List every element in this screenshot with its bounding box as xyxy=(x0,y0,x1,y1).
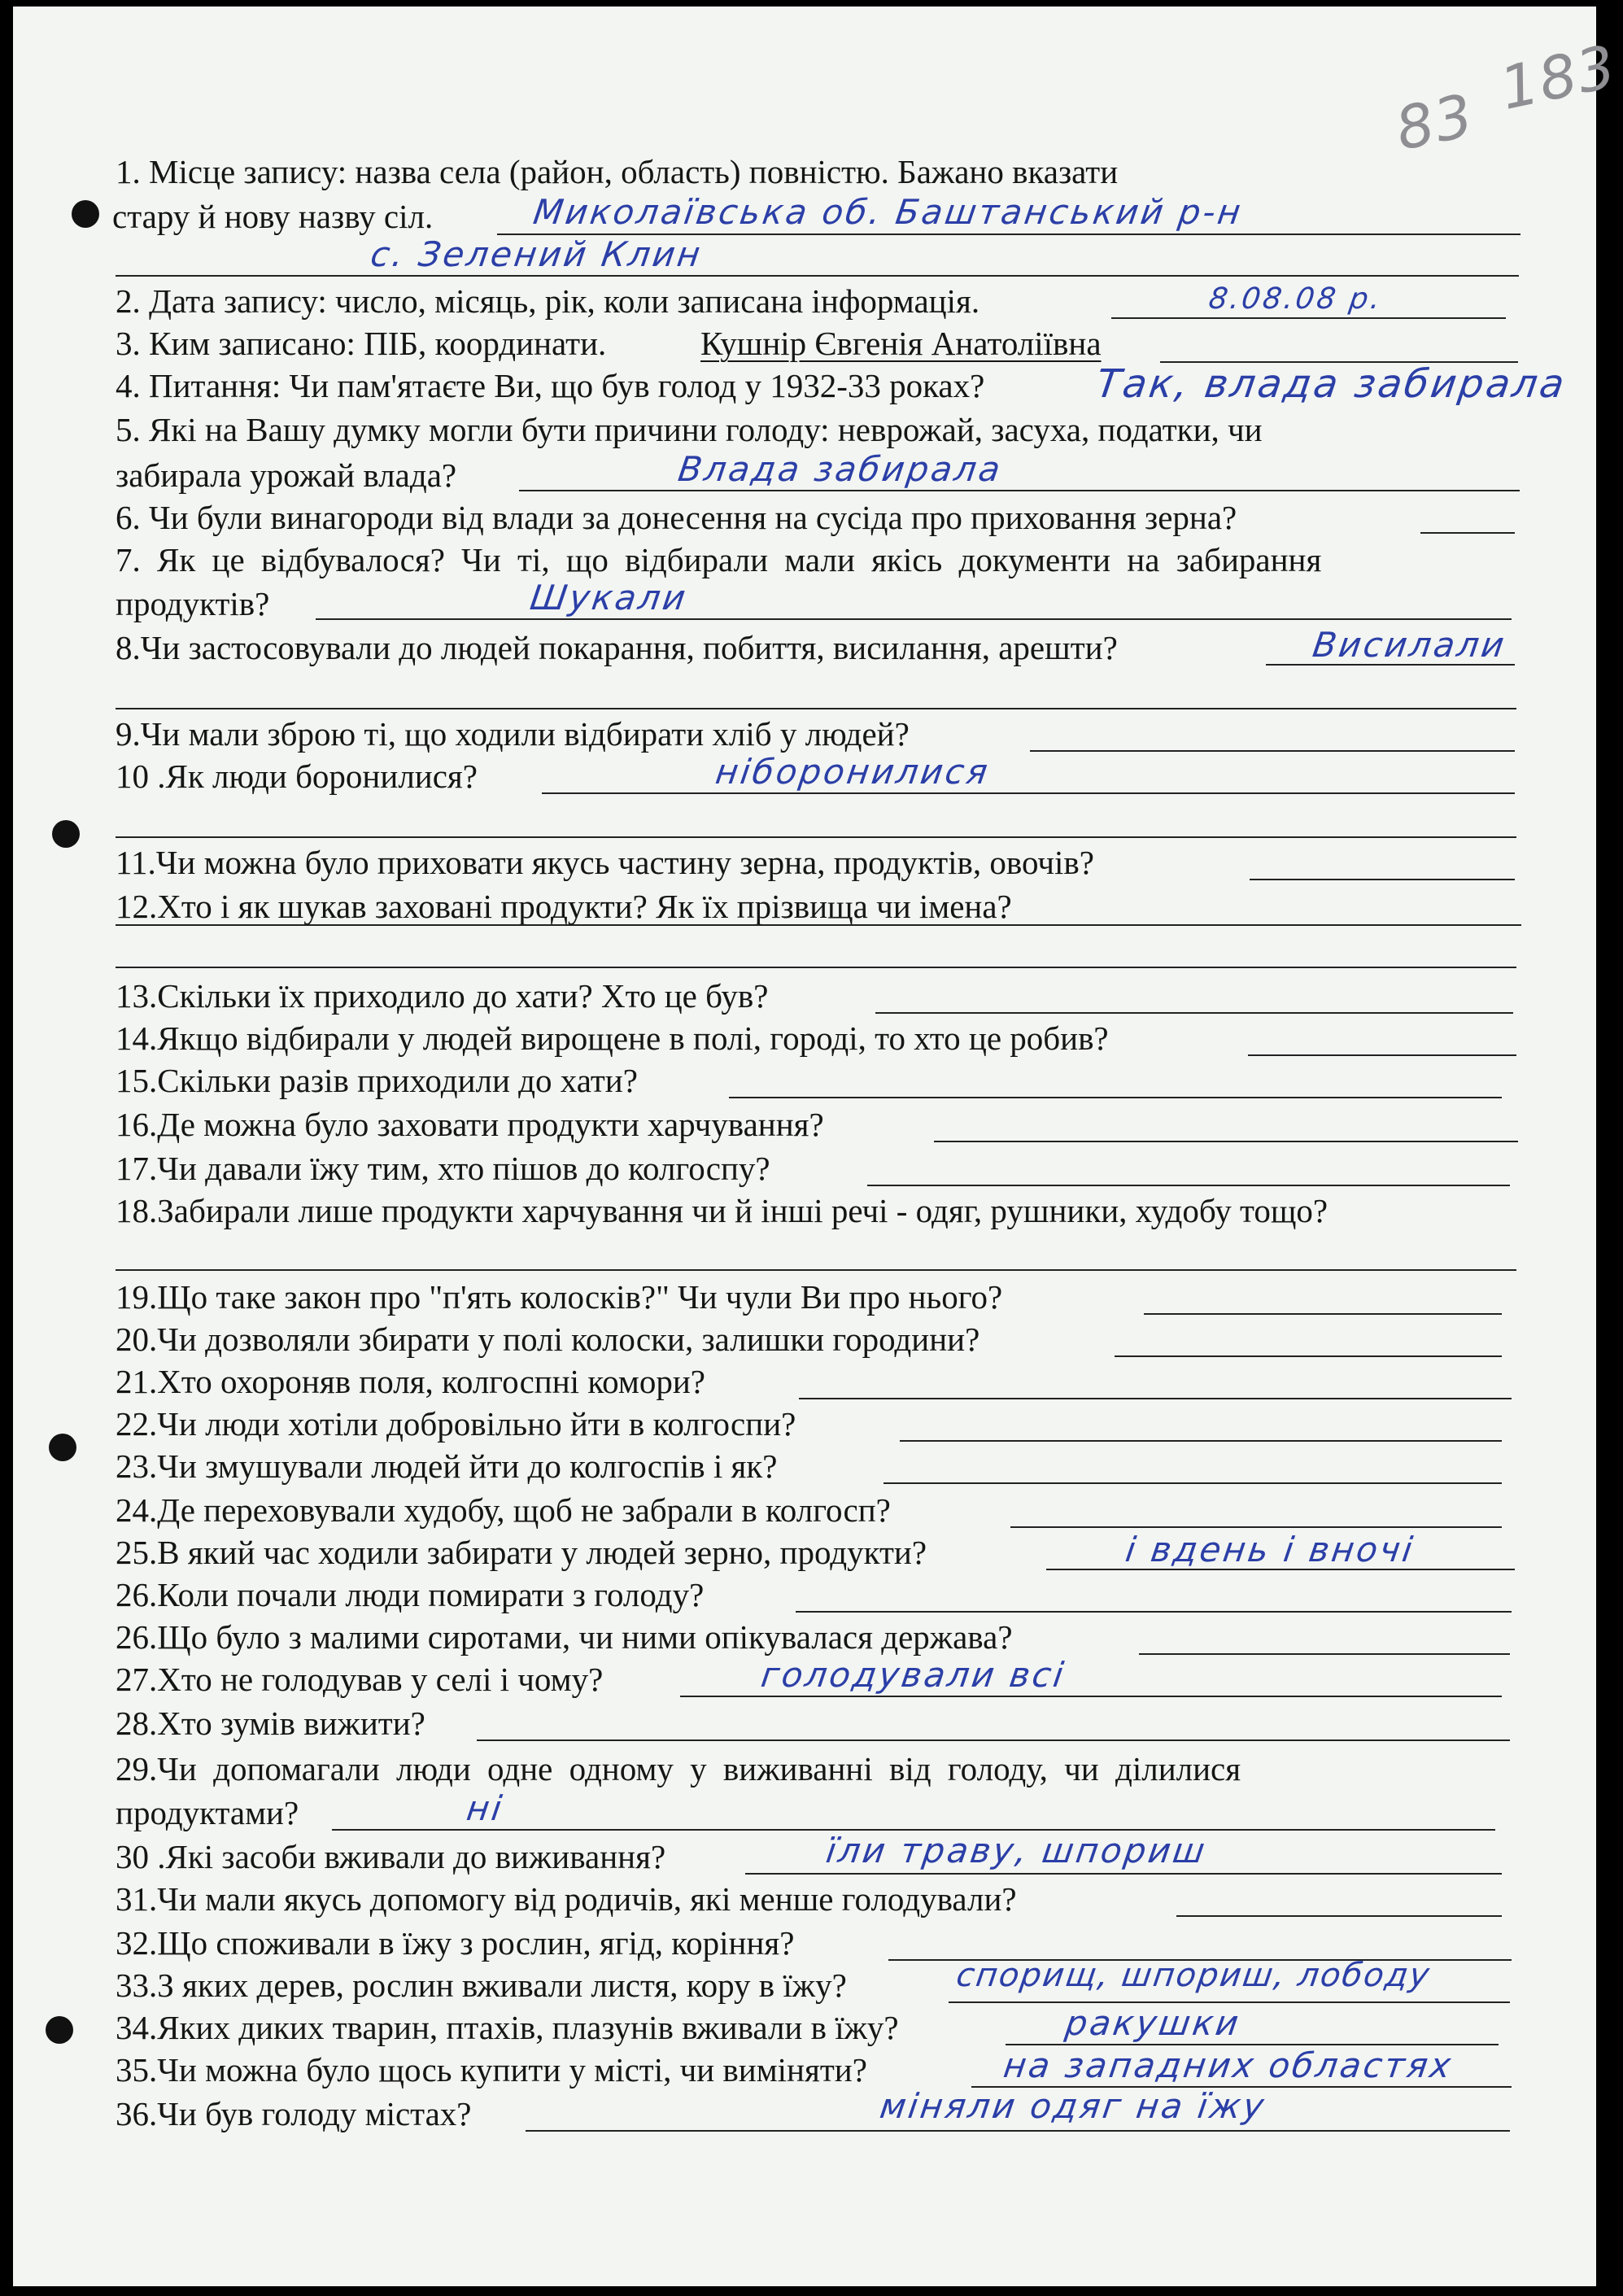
question-20: 20.Чи дозволяли збирати у полі колоски, залишки городини? xyxy=(116,1320,980,1358)
question-36: 36.Чи був голоду містах? xyxy=(116,2095,472,2132)
answer-line xyxy=(116,924,1521,926)
answer-line xyxy=(1139,1653,1510,1655)
answer-line xyxy=(796,1611,1512,1613)
answer-35: на западних областях xyxy=(1001,2045,1456,2085)
question-35: 35.Чи можна було щось купити у місті, чи виміняти? xyxy=(116,2051,867,2089)
answer-line xyxy=(116,836,1516,838)
answer-7: Шукали xyxy=(527,578,691,618)
question-5-line1: 5. Які на Вашу думку могли бути причини голоду: неврожай, засуха, податки, чи xyxy=(116,411,1263,448)
question-29-line1: 29.Чи допомагали люди одне одному у виживанні від голоду, чи ділилися xyxy=(116,1750,1241,1787)
question-11: 11.Чи можна було приховати якусь частину зерна, продуктів, овочів? xyxy=(116,844,1094,881)
question-24: 24.Де переховували худобу, щоб не забрали в колгосп? xyxy=(116,1491,891,1529)
answer-line xyxy=(116,967,1516,968)
question-28: 28.Хто зумів вижити? xyxy=(116,1705,425,1742)
answer-line xyxy=(1248,1054,1516,1056)
answer-line xyxy=(1176,1915,1502,1917)
question-25: 25.В який час ходили забирати у людей зерно, продукти? xyxy=(116,1534,927,1571)
answer-line xyxy=(1250,879,1515,880)
punch-hole xyxy=(72,200,99,228)
answer-line xyxy=(934,1141,1518,1142)
question-22: 22.Чи люди хотіли добровільно йти в колгоспи? xyxy=(116,1405,796,1443)
question-26a: 26.Коли почали люди помирати з голоду? xyxy=(116,1576,705,1613)
answer-line xyxy=(875,1012,1513,1014)
answer-line xyxy=(900,1440,1502,1442)
question-5-line2: забирала урожай влада? xyxy=(116,456,457,494)
question-33: 33.З яких дерев, рослин вживали листя, кору в їжу? xyxy=(116,1966,847,2004)
question-27: 27.Хто не голодував у селі і чому? xyxy=(116,1661,604,1698)
question-31: 31.Чи мали якусь допомогу від родичів, які менше голодували? xyxy=(116,1880,1017,1918)
question-7-line2: продуктів? xyxy=(116,585,270,622)
answer-1-line2: с. Зелений Клин xyxy=(368,234,705,274)
question-9: 9.Чи мали зброю ті, що ходили відбирати хліб у людей? xyxy=(116,715,910,753)
answer-line xyxy=(867,1185,1510,1186)
answer-line xyxy=(519,490,1520,491)
answer-5: Влада забирала xyxy=(675,449,1006,489)
answer-line xyxy=(1420,532,1515,534)
question-26b: 26.Що було з малими сиротами, чи ними опікувалася держава? xyxy=(116,1618,1013,1656)
question-34: 34.Яких диких тварин, птахів, плазунів вживали в їжу? xyxy=(116,2009,899,2046)
answer-2: 8.08.08 р. xyxy=(1206,282,1385,316)
question-2: 2. Дата запису: число, місяць, рік, коли записана інформація. xyxy=(116,282,980,320)
answer-line xyxy=(1030,750,1515,752)
question-6: 6. Чи були винагороди від влади за донесення на сусіда про приховання зерна? xyxy=(116,499,1237,536)
question-12: 12.Хто і як шукав заховані продукти? Як їх прізвища чи імена? xyxy=(116,888,1012,925)
questionnaire-page xyxy=(13,7,1623,2286)
punch-hole xyxy=(46,2016,73,2044)
question-19: 19.Що таке закон про "п'ять колосків?" Чи чули Ви про нього? xyxy=(116,1278,1003,1316)
answer-line xyxy=(680,1696,1502,1697)
question-15: 15.Скільки разів приходили до хати? xyxy=(116,1062,638,1099)
question-30: 30 .Які засоби вживали до виживання? xyxy=(116,1838,666,1875)
question-10: 10 .Як люди боронилися? xyxy=(116,757,478,795)
answer-4: Так, влада забирала xyxy=(1093,361,1570,407)
answer-36: міняли одяг на їжу xyxy=(877,2086,1269,2126)
page-number-new: 83 xyxy=(1390,80,1481,164)
answer-line xyxy=(542,792,1515,794)
answer-line xyxy=(1144,1313,1502,1315)
question-8: 8.Чи застосовували до людей покарання, побиття, висилання, арешти? xyxy=(116,629,1118,666)
answer-line xyxy=(526,2130,1510,2132)
page-number-old: 183 xyxy=(1494,32,1623,123)
answer-line xyxy=(883,1482,1502,1484)
answer-line xyxy=(1010,1526,1502,1528)
punch-hole xyxy=(52,820,80,848)
answer-line xyxy=(116,1269,1516,1271)
answer-34: ракушки xyxy=(1062,2003,1244,2043)
answer-30: їли траву, шпориш xyxy=(823,1831,1210,1870)
question-32: 32.Що споживали в їжу з рослин, ягід, коріння? xyxy=(116,1924,795,1962)
question-18: 18.Забирали лише продукти харчування чи й інші речі - одяг, рушники, худобу тощо? xyxy=(116,1192,1329,1229)
question-16: 16.Де можна було заховати продукти харчування? xyxy=(116,1106,824,1143)
answer-1-line1: Миколаївська об. Баштанський р-н xyxy=(530,192,1246,232)
answer-29: ні xyxy=(464,1788,507,1828)
answer-line xyxy=(799,1398,1512,1399)
answer-25: і вдень і вночі xyxy=(1123,1530,1418,1569)
question-7-line1: 7. Як це відбувалося? Чи ті, що відбирали мали якісь документи на забирання xyxy=(116,541,1322,578)
recorder-name: Кушнір Євгенія Анатоліївна xyxy=(700,325,1102,362)
answer-33: спорищ, шпориш, лободу xyxy=(953,1957,1433,1994)
question-13: 13.Скільки їх приходило до хати? Хто це був? xyxy=(116,977,769,1015)
answer-line xyxy=(116,275,1519,277)
answer-line xyxy=(729,1097,1502,1098)
answer-line xyxy=(116,708,1516,709)
question-4: 4. Питання: Чи пам'ятаєте Ви, що був голод у 1932-33 роках? xyxy=(116,367,985,404)
question-3: 3. Ким записано: ПІБ, координати. xyxy=(116,325,607,362)
answer-line xyxy=(745,1873,1502,1875)
question-17: 17.Чи давали їжу тим, хто пішов до колгоспу? xyxy=(116,1150,770,1187)
answer-27: голодували всі xyxy=(758,1655,1069,1695)
answer-line xyxy=(477,1739,1510,1741)
answer-line xyxy=(1115,1355,1502,1357)
answer-line xyxy=(316,618,1512,620)
answer-10: ніборонилися xyxy=(713,752,993,792)
question-23: 23.Чи змушували людей йти до колгоспів і як? xyxy=(116,1447,778,1485)
question-1-line2: стару й нову назву сіл. xyxy=(112,198,434,235)
question-29-line2: продуктами? xyxy=(116,1794,299,1831)
answer-line xyxy=(1111,317,1506,319)
question-21: 21.Хто охороняв поля, колгоспні комори? xyxy=(116,1363,705,1400)
question-1-line1: 1. Місце запису: назва села (район, область) повністю. Бажано вказати xyxy=(116,153,1119,190)
answer-8: Висилали xyxy=(1310,625,1509,665)
punch-hole xyxy=(49,1434,76,1461)
question-14: 14.Якщо відбирали у людей вирощене в полі, городі, то хто це робив? xyxy=(116,1019,1109,1057)
